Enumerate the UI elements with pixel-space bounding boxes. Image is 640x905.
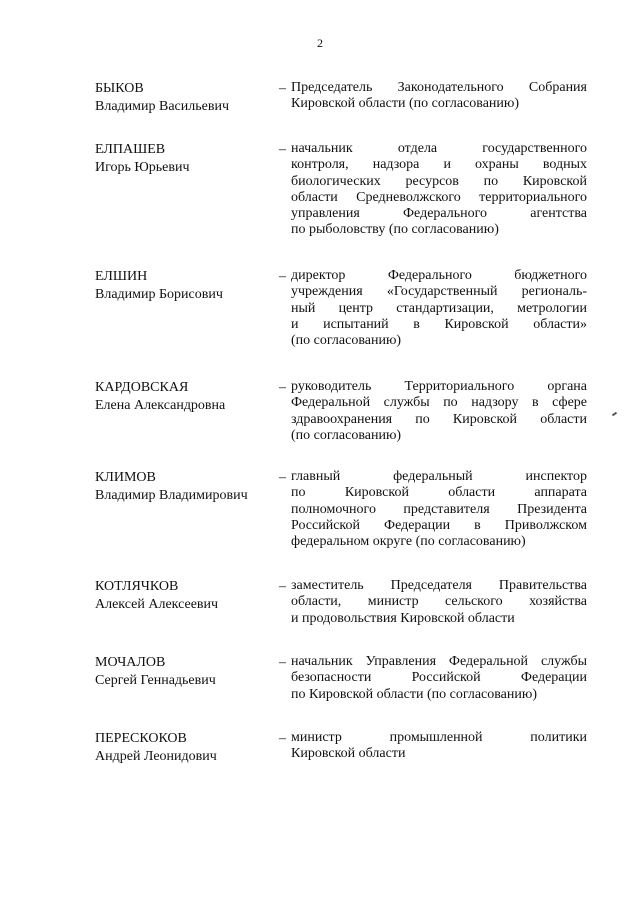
member-role <box>291 654 587 703</box>
member-surname: КЛИМОВ <box>95 470 156 485</box>
role-line: управления Федерального агентства <box>291 206 587 222</box>
member-given-names: Владимир Васильевич <box>95 99 229 114</box>
member-given-names: Елена Александровна <box>95 398 226 413</box>
role-line: ный центр стандартизации, метрологии <box>291 300 587 316</box>
role-line: руководитель Территориального органа <box>291 379 587 394</box>
role-line: Кировской области (по согласованию) <box>291 96 520 112</box>
member-given-names: Сергей Геннадьевич <box>95 673 216 688</box>
member-given-names: Андрей Леонидович <box>95 749 217 764</box>
stray-pen-mark <box>612 412 617 417</box>
member-name <box>95 268 275 304</box>
role-line: главный федеральный инспектор <box>291 469 587 484</box>
dash-separator: – <box>279 269 286 284</box>
member-surname: ЕЛПАШЕВ <box>95 142 166 157</box>
member-name <box>95 469 275 505</box>
member-given-names: Игорь Юрьевич <box>95 160 190 175</box>
member-surname: ЕЛШИН <box>95 269 148 284</box>
page-number: 2 <box>317 36 323 50</box>
role-line: области Средневолжского территориального <box>291 189 587 205</box>
member-surname: ПЕРЕСКОКОВ <box>95 731 187 746</box>
role-line: по рыболовству (по согласованию) <box>291 222 499 238</box>
role-line: Российской Федерации в Приволжском <box>291 517 587 533</box>
role-line: контроля, надзора и охраны водных <box>291 157 587 173</box>
role-line: и продовольствия Кировской области <box>291 610 515 626</box>
dash-separator: – <box>279 579 286 594</box>
role-line: по Кировской области (по согласованию) <box>291 686 538 702</box>
role-line: здравоохранения по Кировской области <box>291 411 587 427</box>
dash-separator: – <box>279 81 286 96</box>
role-line: (по согласованию) <box>291 427 402 443</box>
member-role <box>291 578 587 627</box>
member-role <box>291 268 587 349</box>
role-line: области, министр сельского хозяйства <box>291 594 587 610</box>
role-line: по Кировской области аппарата <box>291 485 587 501</box>
role-line: биологических ресурсов по Кировской <box>291 173 587 189</box>
role-line: заместитель Председателя Правительства <box>291 578 587 593</box>
role-line: федеральном округе (по согласованию) <box>291 534 526 550</box>
role-line: министр промышленной политики <box>291 730 587 745</box>
dash-separator: – <box>279 142 286 157</box>
member-surname: БЫКОВ <box>95 81 144 96</box>
role-line: Председатель Законодательного Собрания <box>291 80 587 95</box>
role-line: начальник отдела государственного <box>291 141 587 156</box>
member-surname: КАРДОВСКАЯ <box>95 380 189 395</box>
member-role <box>291 141 587 239</box>
member-role <box>291 379 587 444</box>
member-name <box>95 141 275 177</box>
dash-separator: – <box>279 470 286 485</box>
role-line: Кировской области <box>291 746 406 762</box>
role-line: начальник Управления Федеральной службы <box>291 654 587 669</box>
member-name <box>95 730 275 766</box>
member-name <box>95 654 275 690</box>
member-given-names: Владимир Борисович <box>95 287 223 302</box>
member-role <box>291 730 587 763</box>
member-given-names: Алексей Алексеевич <box>95 597 219 612</box>
member-role <box>291 469 587 550</box>
role-line: (по согласованию) <box>291 333 402 349</box>
member-name <box>95 379 275 415</box>
role-line: директор Федерального бюджетного <box>291 268 587 283</box>
member-role <box>291 80 587 113</box>
member-name <box>95 578 275 614</box>
role-line: Федеральной службы по надзору в сфере <box>291 395 587 411</box>
role-line: и испытаний в Кировской области» <box>291 316 587 332</box>
member-given-names: Владимир Владимирович <box>95 488 248 503</box>
dash-separator: – <box>279 731 286 746</box>
member-surname: КОТЛЯЧКОВ <box>95 579 179 594</box>
dash-separator: – <box>279 655 286 670</box>
dash-separator: – <box>279 380 286 395</box>
role-line: безопасности Российской Федерации <box>291 670 587 686</box>
member-name <box>95 80 275 116</box>
role-line: полномочного представителя Президента <box>291 501 587 517</box>
member-surname: МОЧАЛОВ <box>95 655 166 670</box>
role-line: учреждения «Государственный региональ- <box>291 284 587 300</box>
